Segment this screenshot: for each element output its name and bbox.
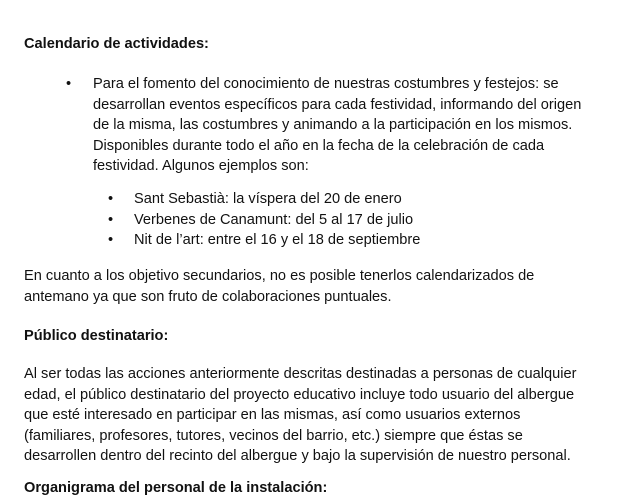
heading-calendario: Calendario de actividades: (24, 36, 209, 52)
examples-list (108, 189, 588, 251)
heading-publico: Público destinatario: (24, 328, 169, 344)
list-item-text: Sant Sebastià: la víspera del 20 de enero (134, 191, 402, 207)
list-item (108, 230, 588, 251)
audience-paragraph (24, 364, 614, 467)
text-line: de la misma, las costumbres y animando a la participación en los mismos. (93, 117, 573, 133)
bullet-symbol: • (66, 76, 72, 92)
list-item-text: Verbenes de Canamunt: del 5 al 17 de julio (134, 211, 414, 228)
text-line: Al ser todas las acciones anteriormente descritas destinadas a personas de cualquier (24, 366, 577, 382)
bullet-symbol: • (108, 232, 114, 248)
list-item-text: Nit de l’art: entre el 16 y el 18 de septiembre (134, 232, 421, 248)
text-line: que esté interesado en participar en las mismas, así como usuarios externos (24, 407, 521, 423)
text-line: Disponibles durante todo el año en la fecha de la celebración de cada (93, 137, 545, 154)
list-item (108, 189, 588, 210)
text-line: antemano ya que son fruto de colaboraciones puntuales. (24, 288, 392, 305)
text-line: desarrollen dentro del recinto del albergue y bajo la supervisión de nuestro personal. (24, 448, 571, 464)
text-line: festividad. Algunos ejemplos son: (93, 158, 309, 174)
list-item (108, 210, 588, 231)
bullet-paragraph (93, 74, 613, 177)
bullet-symbol: • (108, 191, 114, 207)
text-line: (familiares, profesores, tutores, vecinos del barrio, etc.) siempre que éstas se (24, 427, 523, 444)
secondary-objectives-paragraph (24, 266, 614, 307)
text-line: En cuanto a los objetivo secundarios, no es posible tenerlos calendarizados de (24, 268, 535, 284)
text-line: Para el fomento del conocimiento de nuestras costumbres y festejos: se (93, 76, 559, 92)
bullet-symbol: • (108, 211, 114, 228)
text-line: desarrollan eventos específicos para cada festividad, informando del origen (93, 96, 582, 113)
text-line: edad, el público destinatario del proyecto educativo incluye todo usuario del albergue (24, 386, 575, 403)
heading-organigrama: Organigrama del personal de la instalación: (24, 480, 328, 496)
